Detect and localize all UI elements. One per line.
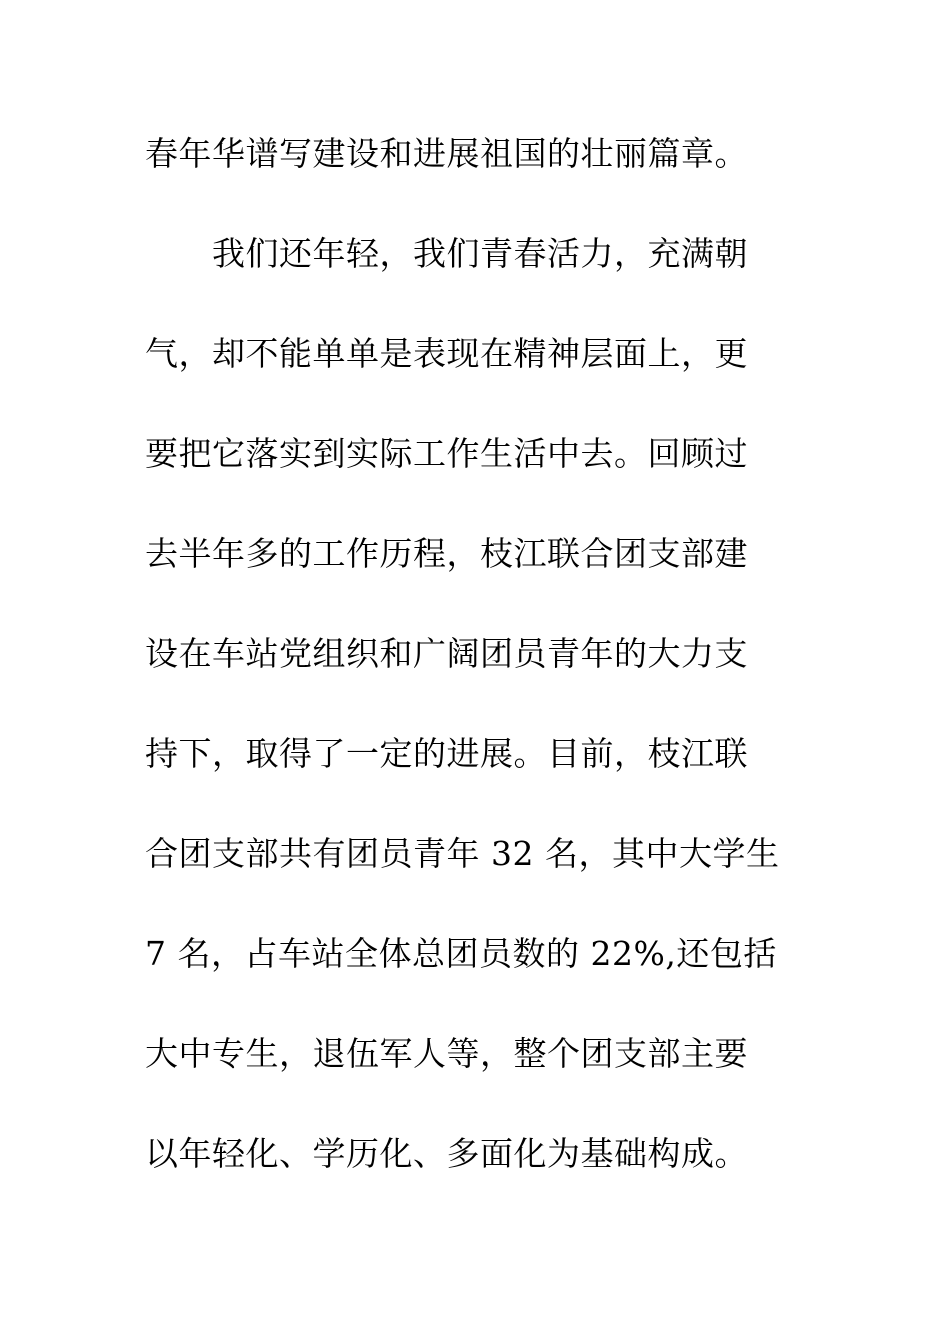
text-line: 合团支部共有团员青年 32 名，其中大学生 [145, 834, 780, 873]
text-line: 持下，取得了一定的进展。目前，枝江联 [145, 734, 748, 773]
text-line: 去半年多的工作历程，枝江联合团支部建 [145, 534, 748, 573]
text-line: 我们还年轻，我们青春活力，充满朝 [145, 234, 748, 273]
text-line: 以年轻化、学历化、多面化为基础构成。 [145, 1134, 748, 1173]
text-line: 要把它落实到实际工作生活中去。回顾过 [145, 434, 748, 473]
text-line: 设在车站党组织和广阔团员青年的大力支 [145, 634, 748, 673]
text-line: 春年华谱写建设和进展祖国的壮丽篇章。 [145, 134, 748, 173]
text-line: 大中专生，退伍军人等，整个团支部主要 [145, 1034, 748, 1073]
body-text [145, 124, 805, 1224]
text-line: 气，却不能单单是表现在精神层面上，更 [145, 334, 748, 373]
text-line: 7 名，占车站全体总团员数的 22%,还包括 [145, 934, 777, 973]
